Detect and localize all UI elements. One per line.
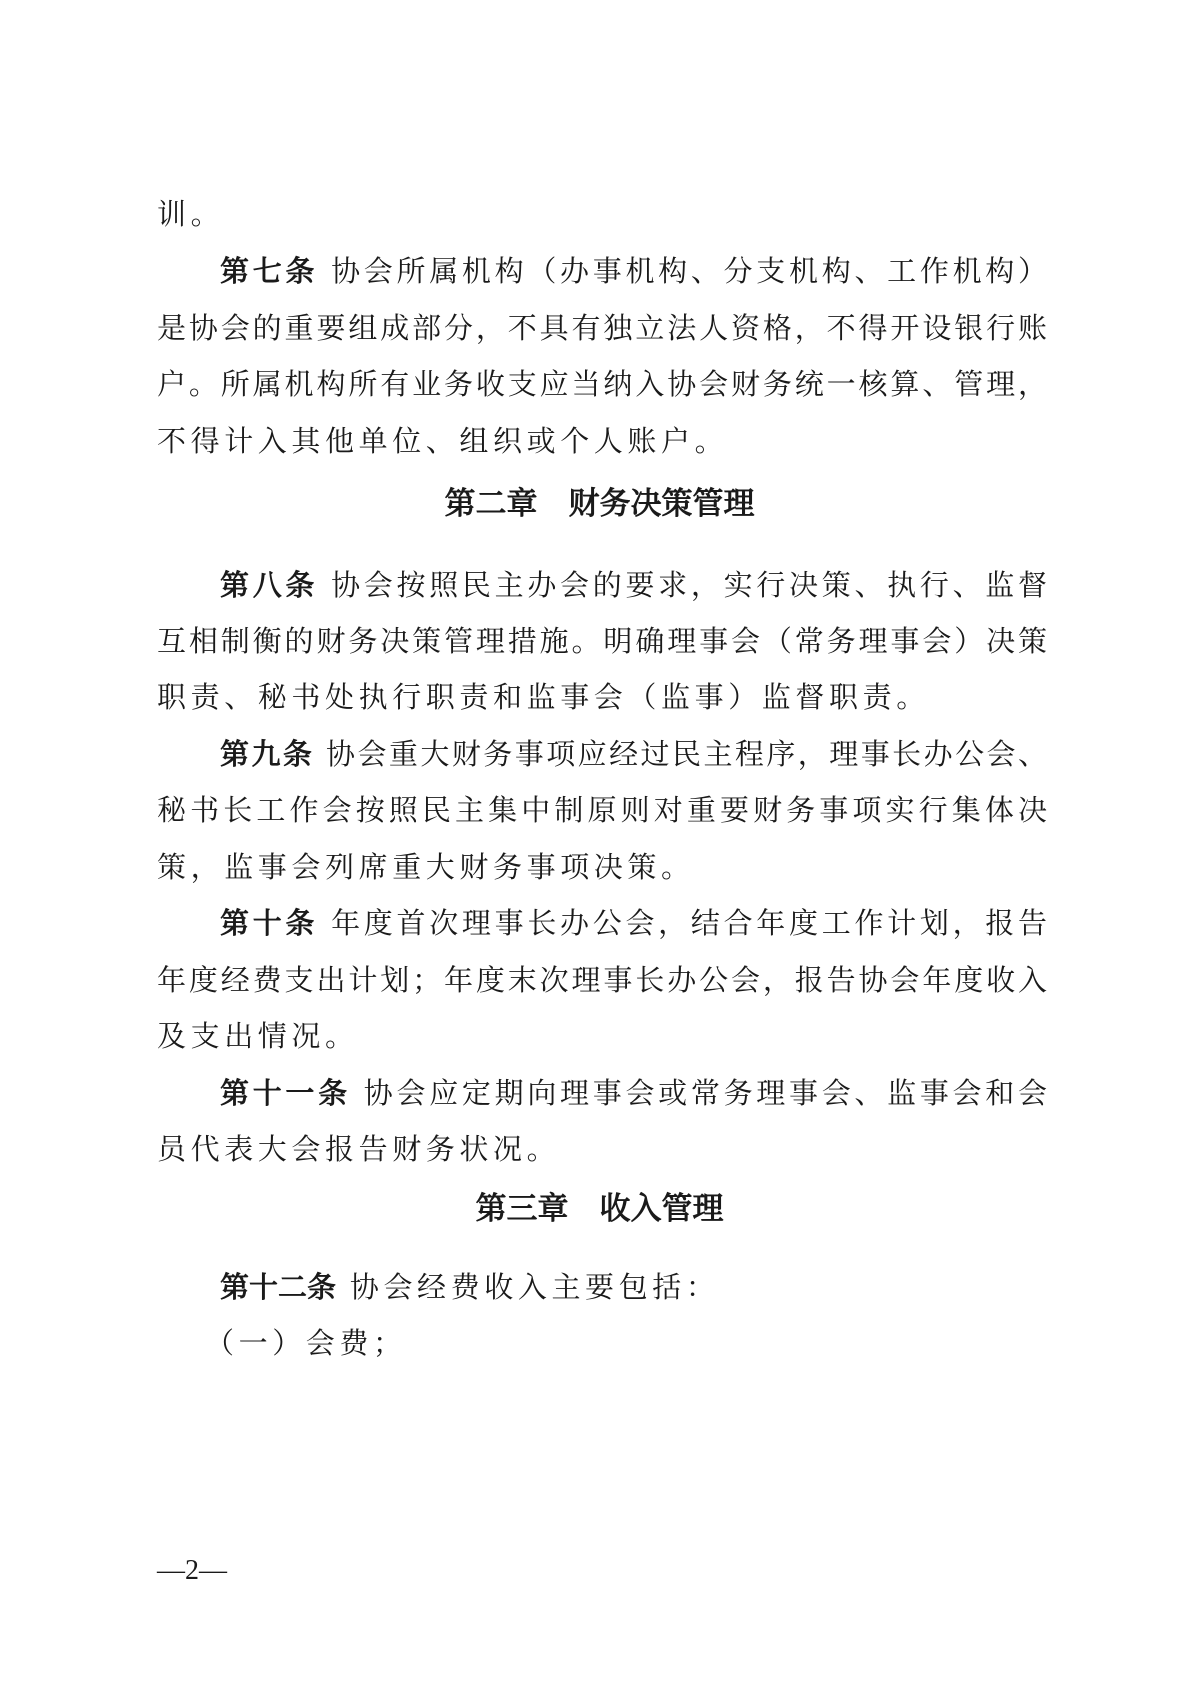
article-7-line-3 [157, 364, 1047, 404]
article-9-line-2 [157, 790, 1047, 830]
article-label: 第九条 [220, 737, 315, 771]
article-label: 第七条 [220, 254, 319, 288]
paragraph-text: 协会所属机构（办事机构、分支机构、工作机构） [331, 254, 1047, 288]
paragraph-text: 互相制衡的财务决策管理措施。明确理事会（常务理事会）决策 [157, 624, 1047, 658]
paragraph-text: 年度经费支出计划；年度末次理事长办公会，报告协会年度收入 [157, 963, 1047, 997]
paragraph-text: （一）会费； [205, 1326, 407, 1360]
article-label: 第十一条 [220, 1076, 351, 1110]
paragraph-text: 策，监事会列席重大财务事项决策。 [157, 850, 695, 884]
chapter-heading: 第三章 收入管理 [475, 1191, 724, 1227]
article-7-line-2 [157, 308, 1047, 348]
paragraph-text: 协会经费收入主要包括： [349, 1270, 720, 1304]
paragraph-text: 不得计入其他单位、组织或个人账户。 [157, 424, 729, 458]
paragraph-text: 协会按照民主办会的要求，实行决策、执行、监督 [331, 568, 1047, 602]
article-10-line-1 [220, 903, 1047, 943]
article-11-line-2 [157, 1129, 1047, 1169]
article-9-line-3 [157, 847, 1047, 887]
article-8-line-1 [220, 565, 1047, 605]
paragraph-text: 协会重大财务事项应经过民主程序，理事长办公会、 [326, 737, 1047, 771]
article-7-line-1 [220, 251, 1047, 291]
article-10-line-2 [157, 960, 1047, 1000]
article-label: 第十条 [220, 906, 319, 940]
page-number: —2— [157, 1555, 227, 1586]
chapter-heading: 第二章 财务决策管理 [444, 486, 755, 522]
article-8-line-3 [157, 677, 1047, 717]
article-8-line-2 [157, 621, 1047, 661]
article-11-line-1 [220, 1073, 1047, 1113]
paragraph-text: 秘书长工作会按照民主集中制原则对重要财务事项实行集体决 [157, 793, 1047, 827]
article-10-line-3 [157, 1016, 1047, 1056]
paragraph-text: 年度首次理事长办公会，结合年度工作计划，报告 [331, 906, 1047, 940]
list-item [205, 1323, 1032, 1363]
paragraph-text: 协会应定期向理事会或常务理事会、监事会和会 [363, 1076, 1047, 1110]
paragraph-text: 员代表大会报告财务状况。 [157, 1132, 561, 1166]
paragraph-text: 是协会的重要组成部分，不具有独立法人资格，不得开设银行账 [157, 311, 1047, 345]
article-9-line-1 [220, 734, 1047, 774]
article-label: 第八条 [220, 568, 319, 602]
article-12-line-1 [220, 1267, 1047, 1307]
paragraph-text: 职责、秘书处执行职责和监事会（监事）监督职责。 [157, 680, 930, 714]
paragraph-text: 户。所属机构所有业务收支应当纳入协会财务统一核算、管理， [157, 367, 1047, 401]
text-line [157, 194, 1047, 234]
paragraph-text: 训。 [157, 197, 225, 231]
article-7-line-4 [157, 421, 1047, 461]
article-label: 第十二条 [220, 1270, 337, 1304]
paragraph-text: 及支出情况。 [157, 1019, 359, 1053]
